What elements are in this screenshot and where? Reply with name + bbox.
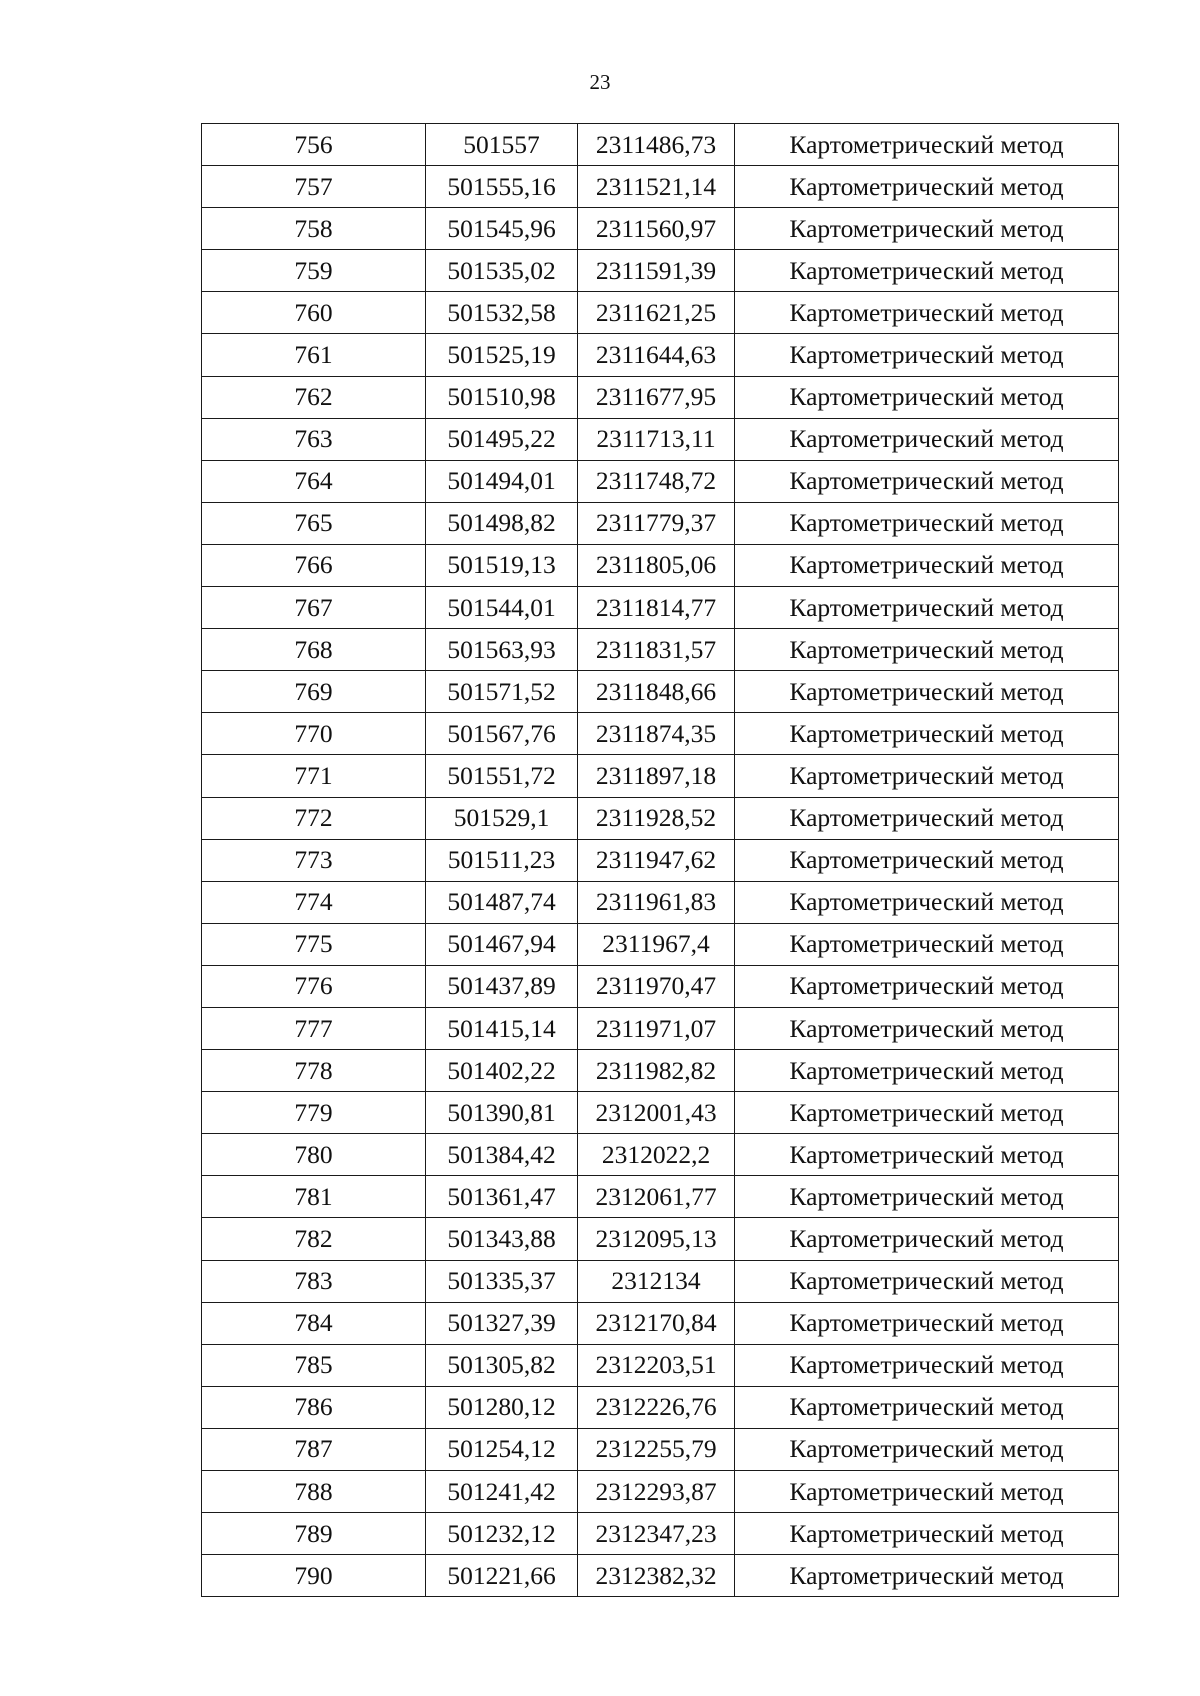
- table-row: [202, 629, 1119, 671]
- table-row: [202, 166, 1119, 208]
- point-number-cell: 789: [202, 1513, 426, 1555]
- x-coordinate-cell: 501498,82: [426, 502, 578, 544]
- y-coordinate-cell: 2311521,14: [578, 166, 735, 208]
- x-coordinate-cell: 501221,66: [426, 1555, 578, 1597]
- point-number-cell: 766: [202, 544, 426, 586]
- point-number-cell: 782: [202, 1218, 426, 1260]
- table-row: [202, 1386, 1119, 1428]
- table-row: [202, 1218, 1119, 1260]
- method-cell: Картометрический метод: [735, 965, 1119, 1007]
- table-row: [202, 1344, 1119, 1386]
- method-cell: Картометрический метод: [735, 1050, 1119, 1092]
- method-cell: Картометрический метод: [735, 1386, 1119, 1428]
- x-coordinate-cell: 501390,81: [426, 1092, 578, 1134]
- table-row: [202, 1050, 1119, 1092]
- y-coordinate-cell: 2311814,77: [578, 587, 735, 629]
- point-number-cell: 790: [202, 1555, 426, 1597]
- point-number-cell: 759: [202, 250, 426, 292]
- x-coordinate-cell: 501437,89: [426, 965, 578, 1007]
- table-row: [202, 671, 1119, 713]
- method-cell: Картометрический метод: [735, 1260, 1119, 1302]
- table-row: [202, 797, 1119, 839]
- point-number-cell: 780: [202, 1134, 426, 1176]
- table-row: [202, 1260, 1119, 1302]
- method-cell: Картометрический метод: [735, 1344, 1119, 1386]
- x-coordinate-cell: 501415,14: [426, 1007, 578, 1049]
- table-row: [202, 713, 1119, 755]
- x-coordinate-cell: 501529,1: [426, 797, 578, 839]
- y-coordinate-cell: 2311961,83: [578, 881, 735, 923]
- point-number-cell: 760: [202, 292, 426, 334]
- method-cell: Картометрический метод: [735, 124, 1119, 166]
- x-coordinate-cell: 501343,88: [426, 1218, 578, 1260]
- x-coordinate-cell: 501494,01: [426, 460, 578, 502]
- point-number-cell: 778: [202, 1050, 426, 1092]
- method-cell: Картометрический метод: [735, 797, 1119, 839]
- method-cell: Картометрический метод: [735, 587, 1119, 629]
- table-row: [202, 1176, 1119, 1218]
- point-number-cell: 768: [202, 629, 426, 671]
- y-coordinate-cell: 2311621,25: [578, 292, 735, 334]
- y-coordinate-cell: 2312347,23: [578, 1513, 735, 1555]
- x-coordinate-cell: 501254,12: [426, 1428, 578, 1470]
- x-coordinate-cell: 501280,12: [426, 1386, 578, 1428]
- point-number-cell: 785: [202, 1344, 426, 1386]
- x-coordinate-cell: 501232,12: [426, 1513, 578, 1555]
- x-coordinate-cell: 501519,13: [426, 544, 578, 586]
- method-cell: Картометрический метод: [735, 376, 1119, 418]
- method-cell: Картометрический метод: [735, 418, 1119, 460]
- point-number-cell: 779: [202, 1092, 426, 1134]
- x-coordinate-cell: 501327,39: [426, 1302, 578, 1344]
- table-row: [202, 755, 1119, 797]
- x-coordinate-cell: 501241,42: [426, 1471, 578, 1513]
- point-number-cell: 763: [202, 418, 426, 460]
- table-row: [202, 334, 1119, 376]
- point-number-cell: 771: [202, 755, 426, 797]
- method-cell: Картометрический метод: [735, 1218, 1119, 1260]
- method-cell: Картометрический метод: [735, 250, 1119, 292]
- x-coordinate-cell: 501544,01: [426, 587, 578, 629]
- method-cell: Картометрический метод: [735, 1176, 1119, 1218]
- method-cell: Картометрический метод: [735, 1428, 1119, 1470]
- method-cell: Картометрический метод: [735, 839, 1119, 881]
- table-row: [202, 1428, 1119, 1470]
- y-coordinate-cell: 2312382,32: [578, 1555, 735, 1597]
- table-row: [202, 208, 1119, 250]
- x-coordinate-cell: 501525,19: [426, 334, 578, 376]
- table-row: [202, 839, 1119, 881]
- table-row: [202, 418, 1119, 460]
- method-cell: Картометрический метод: [735, 1555, 1119, 1597]
- x-coordinate-cell: 501510,98: [426, 376, 578, 418]
- method-cell: Картометрический метод: [735, 334, 1119, 376]
- x-coordinate-cell: 501563,93: [426, 629, 578, 671]
- y-coordinate-cell: 2312226,76: [578, 1386, 735, 1428]
- method-cell: Картометрический метод: [735, 208, 1119, 250]
- table-row: [202, 1302, 1119, 1344]
- y-coordinate-cell: 2311677,95: [578, 376, 735, 418]
- method-cell: Картометрический метод: [735, 544, 1119, 586]
- point-number-cell: 758: [202, 208, 426, 250]
- coordinates-table: [201, 123, 1119, 1597]
- point-number-cell: 783: [202, 1260, 426, 1302]
- point-number-cell: 761: [202, 334, 426, 376]
- point-number-cell: 772: [202, 797, 426, 839]
- table-row: [202, 881, 1119, 923]
- point-number-cell: 767: [202, 587, 426, 629]
- y-coordinate-cell: 2311967,4: [578, 923, 735, 965]
- x-coordinate-cell: 501567,76: [426, 713, 578, 755]
- x-coordinate-cell: 501551,72: [426, 755, 578, 797]
- x-coordinate-cell: 501467,94: [426, 923, 578, 965]
- y-coordinate-cell: 2312061,77: [578, 1176, 735, 1218]
- y-coordinate-cell: 2311560,97: [578, 208, 735, 250]
- table-row: [202, 1513, 1119, 1555]
- y-coordinate-cell: 2311805,06: [578, 544, 735, 586]
- point-number-cell: 774: [202, 881, 426, 923]
- y-coordinate-cell: 2312001,43: [578, 1092, 735, 1134]
- y-coordinate-cell: 2311971,07: [578, 1007, 735, 1049]
- point-number-cell: 775: [202, 923, 426, 965]
- x-coordinate-cell: 501535,02: [426, 250, 578, 292]
- x-coordinate-cell: 501495,22: [426, 418, 578, 460]
- method-cell: Картометрический метод: [735, 166, 1119, 208]
- table-row: [202, 250, 1119, 292]
- table-row: [202, 1555, 1119, 1597]
- table-row: [202, 460, 1119, 502]
- y-coordinate-cell: 2312170,84: [578, 1302, 735, 1344]
- y-coordinate-cell: 2311779,37: [578, 502, 735, 544]
- x-coordinate-cell: 501557: [426, 124, 578, 166]
- x-coordinate-cell: 501511,23: [426, 839, 578, 881]
- method-cell: Картометрический метод: [735, 629, 1119, 671]
- point-number-cell: 776: [202, 965, 426, 1007]
- y-coordinate-cell: 2311897,18: [578, 755, 735, 797]
- method-cell: Картометрический метод: [735, 1007, 1119, 1049]
- y-coordinate-cell: 2311928,52: [578, 797, 735, 839]
- method-cell: Картометрический метод: [735, 1302, 1119, 1344]
- page-number: 23: [589, 70, 611, 94]
- x-coordinate-cell: 501487,74: [426, 881, 578, 923]
- y-coordinate-cell: 2312095,13: [578, 1218, 735, 1260]
- y-coordinate-cell: 2311874,35: [578, 713, 735, 755]
- point-number-cell: 786: [202, 1386, 426, 1428]
- point-number-cell: 781: [202, 1176, 426, 1218]
- table-row: [202, 965, 1119, 1007]
- x-coordinate-cell: 501555,16: [426, 166, 578, 208]
- y-coordinate-cell: 2311486,73: [578, 124, 735, 166]
- point-number-cell: 756: [202, 124, 426, 166]
- point-number-cell: 757: [202, 166, 426, 208]
- method-cell: Картометрический метод: [735, 1471, 1119, 1513]
- table-row: [202, 1092, 1119, 1134]
- table-row: [202, 124, 1119, 166]
- x-coordinate-cell: 501571,52: [426, 671, 578, 713]
- method-cell: Картометрический метод: [735, 502, 1119, 544]
- method-cell: Картометрический метод: [735, 1134, 1119, 1176]
- method-cell: Картометрический метод: [735, 1513, 1119, 1555]
- method-cell: Картометрический метод: [735, 671, 1119, 713]
- y-coordinate-cell: 2311591,39: [578, 250, 735, 292]
- point-number-cell: 787: [202, 1428, 426, 1470]
- x-coordinate-cell: 501545,96: [426, 208, 578, 250]
- method-cell: Картометрический метод: [735, 881, 1119, 923]
- point-number-cell: 765: [202, 502, 426, 544]
- table-row: [202, 544, 1119, 586]
- point-number-cell: 764: [202, 460, 426, 502]
- y-coordinate-cell: 2311848,66: [578, 671, 735, 713]
- table-row: [202, 1471, 1119, 1513]
- y-coordinate-cell: 2311947,62: [578, 839, 735, 881]
- table-row: [202, 376, 1119, 418]
- y-coordinate-cell: 2312134: [578, 1260, 735, 1302]
- y-coordinate-cell: 2311713,11: [578, 418, 735, 460]
- method-cell: Картометрический метод: [735, 755, 1119, 797]
- method-cell: Картометрический метод: [735, 923, 1119, 965]
- y-coordinate-cell: 2311831,57: [578, 629, 735, 671]
- y-coordinate-cell: 2312203,51: [578, 1344, 735, 1386]
- y-coordinate-cell: 2311644,63: [578, 334, 735, 376]
- method-cell: Картометрический метод: [735, 292, 1119, 334]
- table-row: [202, 923, 1119, 965]
- point-number-cell: 777: [202, 1007, 426, 1049]
- point-number-cell: 784: [202, 1302, 426, 1344]
- point-number-cell: 773: [202, 839, 426, 881]
- table-row: [202, 1007, 1119, 1049]
- point-number-cell: 762: [202, 376, 426, 418]
- point-number-cell: 769: [202, 671, 426, 713]
- table-row: [202, 502, 1119, 544]
- x-coordinate-cell: 501361,47: [426, 1176, 578, 1218]
- point-number-cell: 788: [202, 1471, 426, 1513]
- y-coordinate-cell: 2311748,72: [578, 460, 735, 502]
- x-coordinate-cell: 501305,82: [426, 1344, 578, 1386]
- coordinates-table-body: [202, 124, 1119, 1597]
- method-cell: Картометрический метод: [735, 713, 1119, 755]
- x-coordinate-cell: 501384,42: [426, 1134, 578, 1176]
- point-number-cell: 770: [202, 713, 426, 755]
- y-coordinate-cell: 2311970,47: [578, 965, 735, 1007]
- x-coordinate-cell: 501532,58: [426, 292, 578, 334]
- x-coordinate-cell: 501335,37: [426, 1260, 578, 1302]
- y-coordinate-cell: 2312255,79: [578, 1428, 735, 1470]
- method-cell: Картометрический метод: [735, 1092, 1119, 1134]
- table-row: [202, 292, 1119, 334]
- y-coordinate-cell: 2312022,2: [578, 1134, 735, 1176]
- method-cell: Картометрический метод: [735, 460, 1119, 502]
- y-coordinate-cell: 2311982,82: [578, 1050, 735, 1092]
- y-coordinate-cell: 2312293,87: [578, 1471, 735, 1513]
- table-row: [202, 587, 1119, 629]
- x-coordinate-cell: 501402,22: [426, 1050, 578, 1092]
- table-row: [202, 1134, 1119, 1176]
